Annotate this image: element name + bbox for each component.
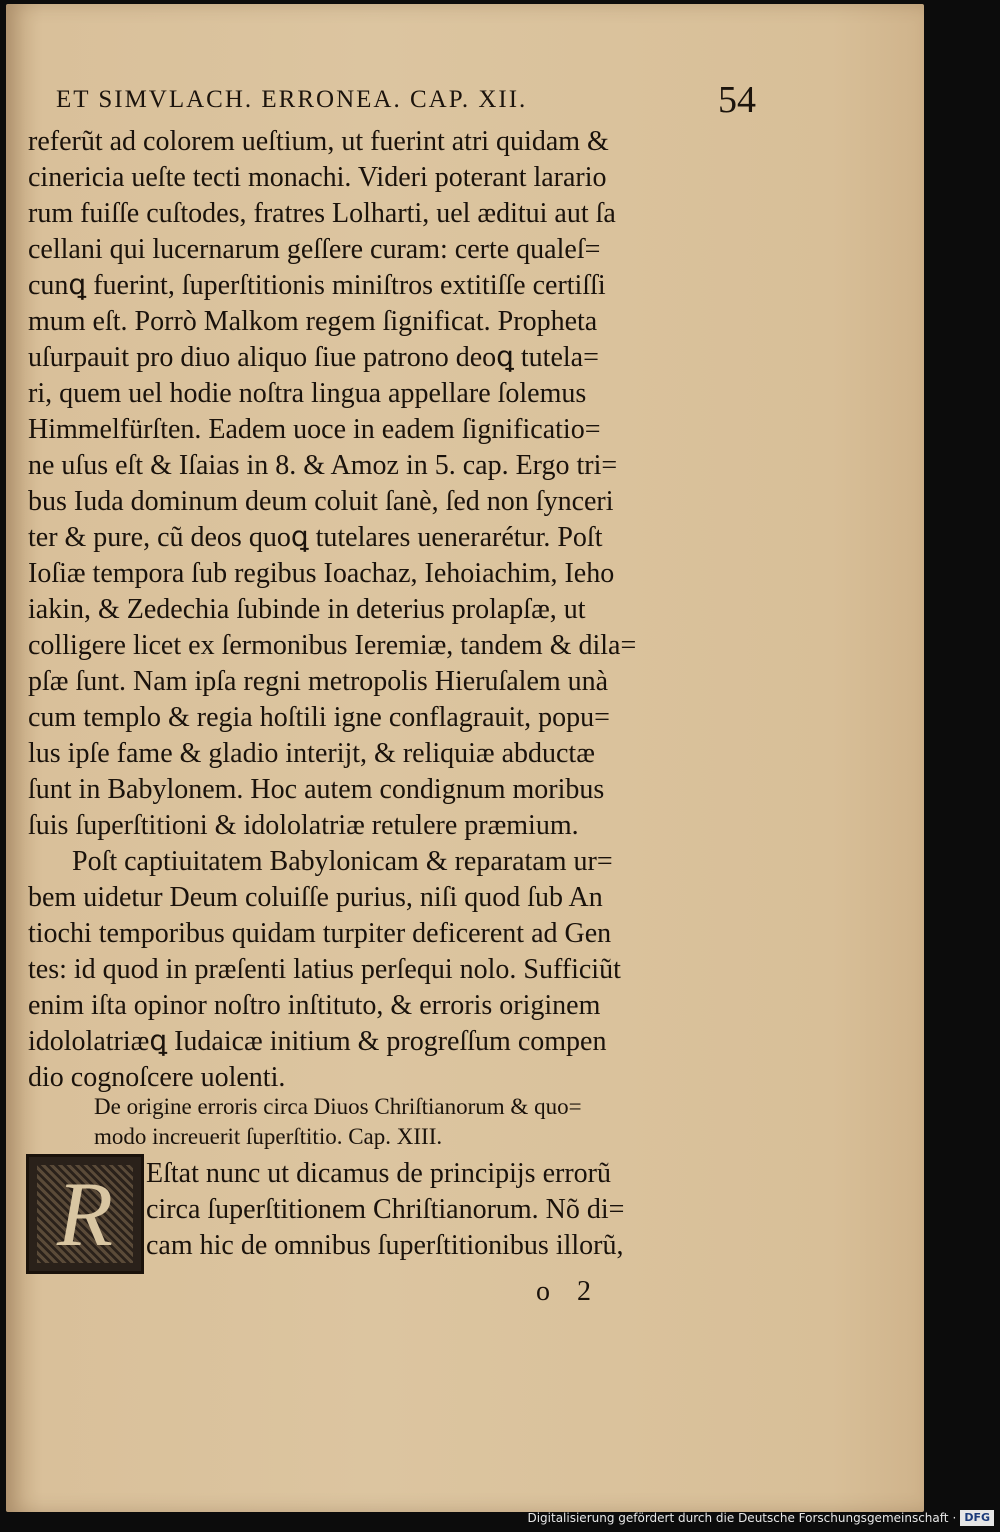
text-line: ſunt in Babylonem. Hoc autem condignum moribus [28, 774, 605, 805]
credit-text: Digitalisierung gefördert durch die Deutsche Forschungsgemeinschaft [527, 1511, 949, 1525]
text-line: cinericia ueſte tecti monachi. Videri poterant larario [28, 162, 607, 193]
text-line: pſæ ſunt. Nam ipſa regni metropolis Hieruſalem unà [28, 666, 609, 697]
text-line: ne uſus eſt & Iſaias in 8. & Amoz in 5. cap. Ergo tri= [28, 450, 618, 481]
chapter-heading [94, 1092, 714, 1152]
text-line: uſurpauit pro diuo aliquo ſiue patrono deoꝗ tutela= [28, 342, 599, 373]
running-head: ET SIMVLACH. ERRONEA. CAP. XII. [56, 86, 528, 113]
signature-mark: o 2 [536, 1276, 601, 1307]
text-line: iakin, & Zedechia ſubinde in deterius prolapſæ, ut [28, 594, 586, 625]
text-line: cellani qui lucernarum geſſere curam: certe qualeſ= [28, 234, 601, 265]
text-line: Eſtat nunc ut dicamus de principijs errorũ [146, 1158, 611, 1189]
text-line: bem uidetur Deum coluiſſe purius, niſi quod ſub An [28, 882, 603, 913]
text-line: referũt ad colorem ueſtium, ut fuerint atri quidam & [28, 126, 609, 157]
text-line: Himmelfürſten. Eadem uoce in eadem ſignificatio= [28, 414, 601, 445]
text-line: ri, quem uel hodie noſtra lingua appellare ſolemus [28, 378, 587, 409]
decorated-initial [26, 1154, 144, 1274]
page-number: 54 [718, 79, 756, 121]
chapter-opening-text [146, 1156, 736, 1264]
initial-ornament [37, 1165, 133, 1263]
text-line: colligere licet ex ſermonibus Ieremiæ, tandem & dila= [28, 630, 637, 661]
body-text [28, 124, 733, 1096]
text-line: ſuis ſuperſtitioni & idololatriæ retulere præmium. [28, 810, 579, 841]
dfg-logo-icon: DFG [960, 1510, 994, 1526]
paragraph-start-line: Poſt captiuitatem Babylonicam & reparatam ur= [72, 846, 613, 877]
text-line: idololatriæꝗ Iudaicæ initium & progreſſum compen [28, 1026, 607, 1057]
book-page [6, 4, 924, 1512]
text-line: ter & pure, cũ deos quoꝗ tutelares uenerarétur. Poſt [28, 522, 603, 553]
heading-line: modo increuerit ſuperſtitio. Cap. XIII. [94, 1124, 443, 1149]
digitization-credit: Digitalisierung gefördert durch die Deutsche Forschungsgemeinschaft · DFG [527, 1508, 994, 1528]
text-line: bus Iuda dominum deum coluit ſanè, ſed non ſynceri [28, 486, 614, 517]
text-line: Ioſiæ tempora ſub regibus Ioachaz, Iehoiachim, Ieho [28, 558, 615, 589]
text-line: rum fuiſſe cuſtodes, fratres Lolharti, uel æditui aut ſa [28, 198, 616, 229]
text-line: tes: id quod in præſenti latius perſequi nolo. Sufficiũt [28, 954, 621, 985]
text-line: lus ipſe fame & gladio interijt, & reliquiæ abductæ [28, 738, 595, 769]
text-line: cum templo & regia hoſtili igne conflagrauit, popu= [28, 702, 610, 733]
text-line: mum eſt. Porrò Malkom regem ſignificat. Propheta [28, 306, 598, 337]
heading-line: De origine erroris circa Diuos Chriſtianorum & quo= [94, 1094, 582, 1119]
text-line: enim iſta opinor noſtro inſtituto, & erroris originem [28, 990, 601, 1021]
text-line: circa ſuperſtitionem Chriſtianorum. Nõ di= [146, 1194, 625, 1225]
text-line: dio cognoſcere uolenti. [28, 1062, 286, 1093]
initial-letter: R [56, 1163, 114, 1265]
text-line: cam hic de omnibus ſuperſtitionibus illorũ, [146, 1230, 624, 1261]
text-line: tiochi temporibus quidam turpiter deficerent ad Gen [28, 918, 612, 949]
text-line: cunꝗ fuerint, ſuperſtitionis miniſtros extitiſſe certiſſi [28, 270, 606, 301]
